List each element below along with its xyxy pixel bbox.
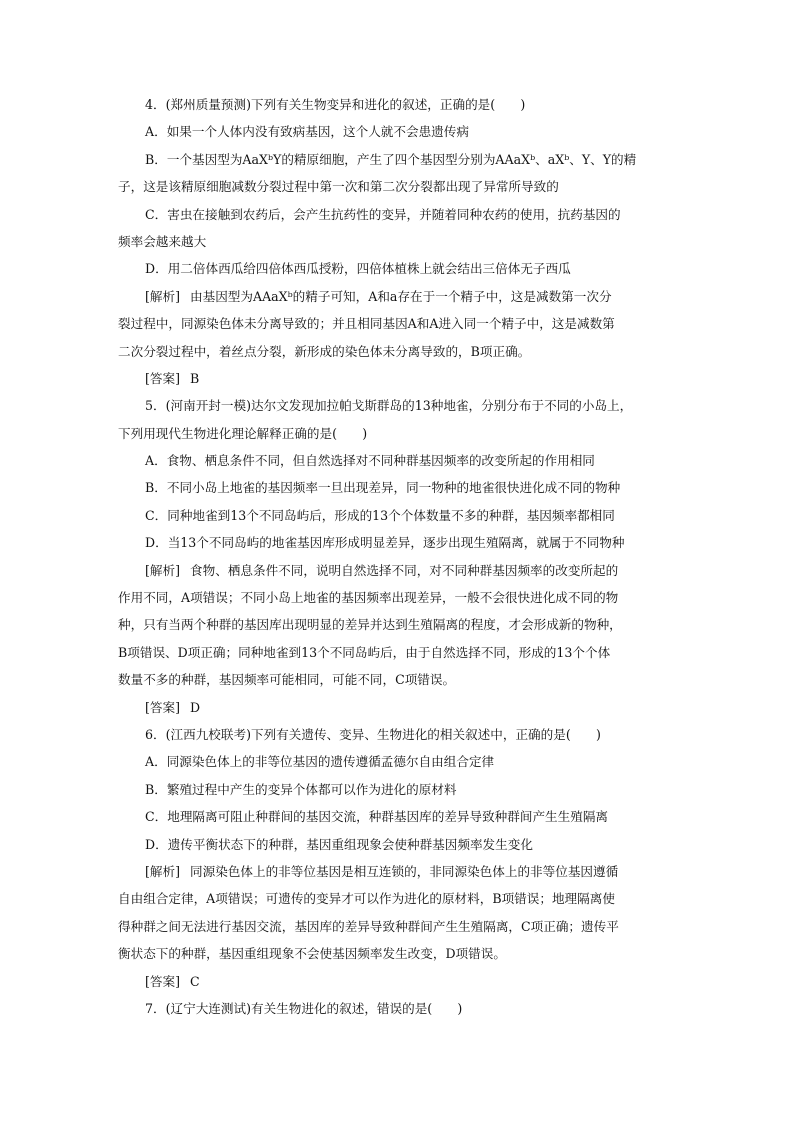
question-5-analysis-line-4: B项错误、D项正确；同种地雀到13个不同岛屿后，由于自然选择不同，形成的13个个体 <box>118 644 611 660</box>
analysis-tag: [解析] <box>145 863 181 879</box>
question-5-analysis-line-2: 作用不同，A项错误；不同小岛上地雀的基因频率出现差异，一般不会很快进化成不同的物 <box>118 590 619 606</box>
answer-value: C <box>190 973 200 989</box>
question-5-stem-cont: 下列用现代生物进化理论解释正确的是( ) <box>118 425 368 441</box>
analysis-text: 由基因型为AAaXᵇ的精子可知，A和a存在于一个精子中，这是减数第一次分 <box>190 288 612 304</box>
question-5-option-d: D．当13个不同岛屿的地雀基因库形成明显差异，逐步出现生殖隔离，就属于不同物种 <box>145 535 625 551</box>
question-6-analysis-line-1 <box>145 858 673 885</box>
analysis-tag: [解析] <box>145 288 181 304</box>
question-4-option-b: B．一个基因型为AaXᵇY的精原细胞，产生了四个基因型分别为AAaXᵇ、aXᵇ、Y、Y的精 <box>145 151 637 167</box>
question-4-option-c-cont: 频率会越来越大 <box>118 233 207 249</box>
question-4-option-c: C．害虫在接触到农药后，会产生抗药性的变异，并随着同种农药的使用，抗药基因的 <box>145 206 621 222</box>
answer-value: D <box>190 699 201 715</box>
question-4-analysis-line-3: 二次分裂过程中，着丝点分裂，新形成的染色体未分离导致的，B项正确。 <box>118 343 531 359</box>
answer-value: B <box>190 370 200 386</box>
question-6-option-d: D．遗传平衡状态下的种群，基因重组现象会使种群基因频率发生变化 <box>145 836 533 852</box>
analysis-text: 同源染色体上的非等位基因是相互连锁的，非同源染色体上的非等位基因遵循 <box>190 863 619 879</box>
question-5-answer <box>145 694 673 721</box>
question-6-stem: 6．(江西九校联考)下列有关遗传、变异、生物进化的相关叙述中，正确的是( ) <box>145 726 601 742</box>
analysis-text: 食物、栖息条件不同，说明自然选择不同，对不同种群基因频率的改变所起的 <box>190 562 619 578</box>
question-4-analysis-line-2: 裂过程中，同源染色体未分离导致的；并且相同基因A和A进入同一个精子中，这是减数第 <box>118 316 615 332</box>
question-4-answer <box>145 365 673 392</box>
question-7-stem: 7．(辽宁大连测试)有关生物进化的叙述，错误的是( ) <box>145 1000 463 1016</box>
question-4-stem: 4．(郑州质量预测)下列有关生物变异和进化的叙述，正确的是( ) <box>145 97 526 112</box>
question-6-option-c: C．地理隔离可阻止种群间的基因交流，种群基因库的差异导致种群间产生生殖隔离 <box>145 809 609 825</box>
question-5-stem: 5．(河南开封一模)达尔文发现加拉帕戈斯群岛的13种地雀，分别分布于不同的小岛上， <box>145 398 633 414</box>
question-6-option-a: A．同源染色体上的非等位基因的遗传遵循孟德尔自由组合定律 <box>145 754 495 770</box>
question-4-option-d: D．用二倍体西瓜给四倍体西瓜授粉，四倍体植株上就会结出三倍体无子西瓜 <box>145 261 571 277</box>
question-5-analysis-line-3: 种，只有当两个种群的基因库出现明显的差异并达到生殖隔离的程度，才会形成新的物种， <box>118 617 622 633</box>
question-5-option-c: C．同种地雀到13个不同岛屿后，形成的13个个体数量不多的种群，基因频率都相同 <box>145 507 615 523</box>
question-6-analysis-line-3: 得种群之间无法进行基因交流，基因库的差异导致种群间产生生殖隔离，C项正确；遗传平 <box>118 918 619 934</box>
question-6-answer <box>145 968 673 995</box>
question-5-analysis-line-1 <box>145 557 673 584</box>
question-4-option-b-cont: 子，这是该精原细胞减数分裂过程中第一次和第二次分裂都出现了异常所导致的 <box>118 179 559 195</box>
question-5-analysis-line-5: 数量不多的种群，基因频率可能相同，可能不同，C项错误。 <box>118 672 456 688</box>
question-6-analysis-line-4: 衡状态下的种群，基因重组现象不会使基因频率发生改变，D项错误。 <box>118 946 506 962</box>
answer-tag: [答案] <box>145 370 181 386</box>
analysis-tag: [解析] <box>145 562 181 578</box>
document-page <box>118 91 673 1022</box>
question-6-option-b: B．繁殖过程中产生的变异个体都可以作为进化的原材料 <box>145 781 457 797</box>
question-6-analysis-line-2: 自由组合定律，A项错误；可遗传的变异才可以作为进化的原材料，B项错误；地理隔离使 <box>118 891 615 907</box>
question-4-option-a: A．如果一个人体内没有致病基因，这个人就不会患遗传病 <box>145 124 469 140</box>
answer-tag: [答案] <box>145 973 181 989</box>
question-5-option-a: A．食物、栖息条件不同，但自然选择对不同种群基因频率的改变所起的作用相同 <box>145 453 595 469</box>
question-4-analysis-line-1 <box>145 283 673 310</box>
question-5-option-b: B．不同小岛上地雀的基因频率一旦出现差异，同一物种的地雀很快进化成不同的物种 <box>145 480 621 496</box>
answer-tag: [答案] <box>145 699 181 715</box>
